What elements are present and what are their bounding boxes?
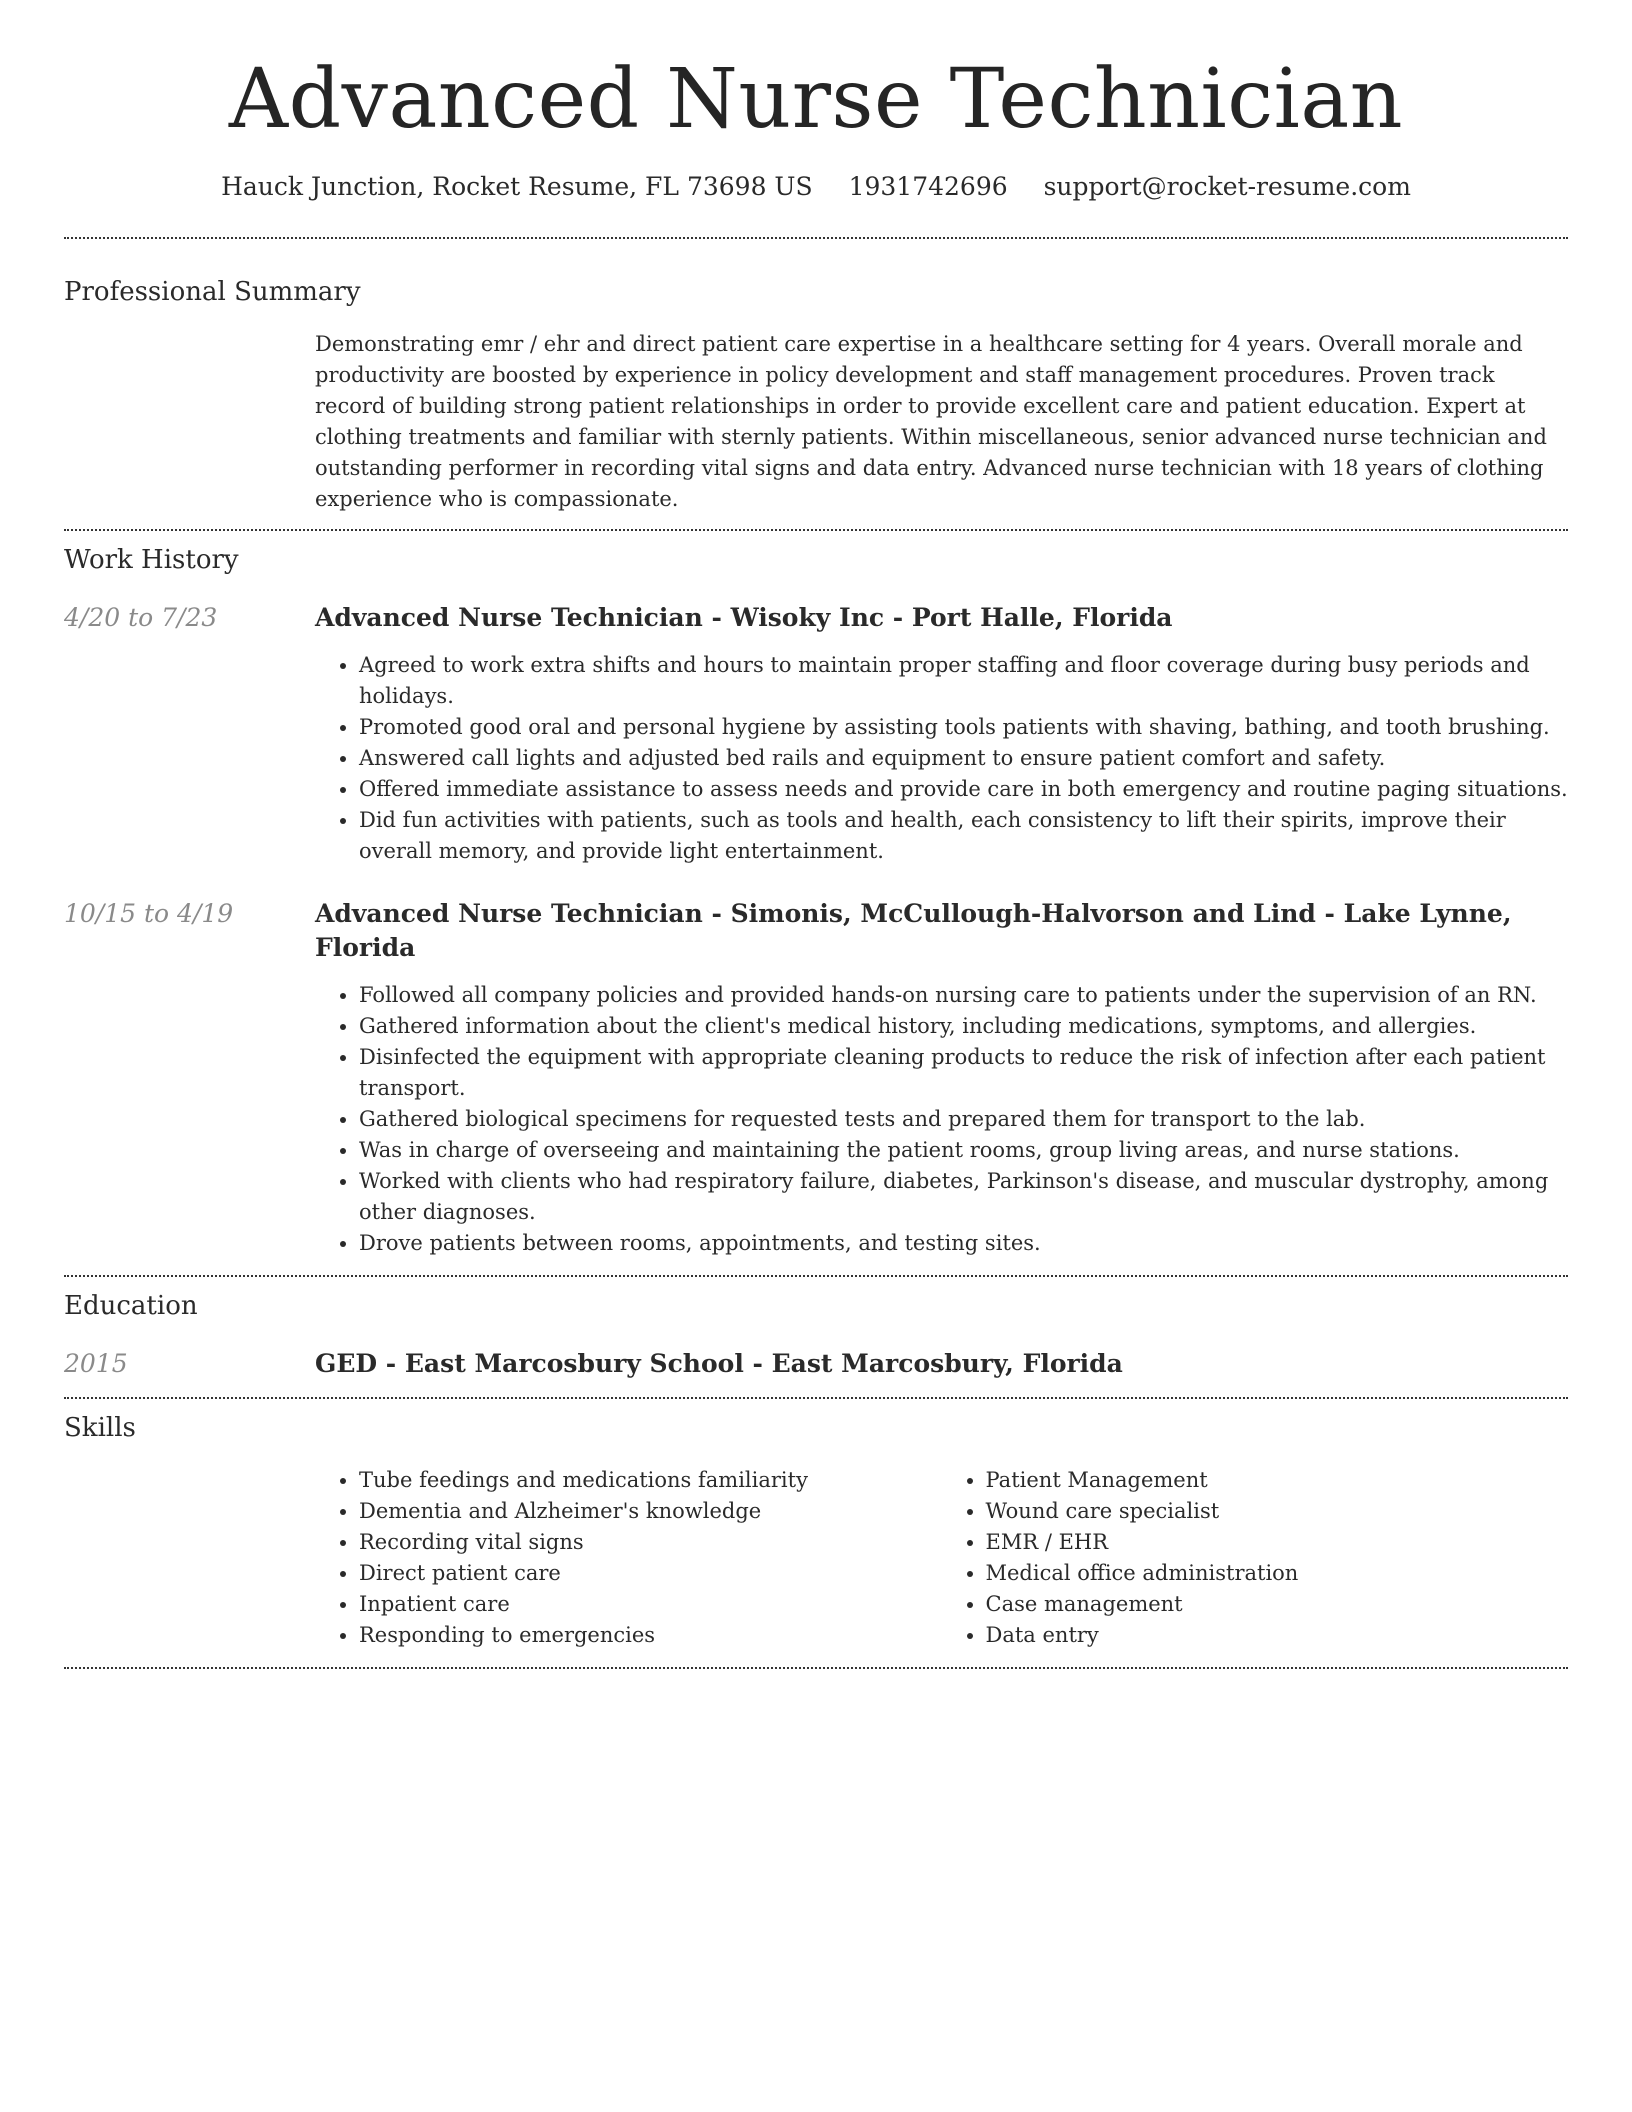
job-date: 4/20 to 7/23 — [64, 603, 218, 632]
skill-item: • Inpatient care — [359, 1589, 942, 1620]
education-entry — [64, 1347, 1568, 1381]
skill-item: • Tube feedings and medications familiarity — [359, 1465, 942, 1496]
skill-item: • Direct patient care — [359, 1558, 942, 1589]
job-bullets — [315, 650, 1568, 867]
education-section — [64, 1289, 1568, 1381]
divider — [64, 1275, 1568, 1277]
list-item: • Offered immediate assistance to assess needs and provide care in both emergency and routine paging situations. — [359, 774, 1568, 805]
skill-item: • Recording vital signs — [359, 1527, 942, 1558]
contact-email: support@rocket-resume.com — [1043, 172, 1411, 201]
list-item: • Agreed to work extra shifts and hours to maintain proper staffing and floor coverage during busy periods and holidays. — [359, 650, 1568, 712]
list-item: • Gathered biological specimens for requested tests and prepared them for transport to the lab. — [359, 1104, 1568, 1135]
list-item: • Was in charge of overseeing and maintaining the patient rooms, group living areas, and nurse stations. — [359, 1135, 1568, 1166]
skill-item: • EMR / EHR — [986, 1527, 1569, 1558]
list-item: • Disinfected the equipment with appropriate cleaning products to reduce the risk of infection after each patient transport. — [359, 1042, 1568, 1104]
list-item: • Answered call lights and adjusted bed rails and equipment to ensure patient comfort and safety. — [359, 743, 1568, 774]
job-bullets — [315, 980, 1568, 1259]
section-title-skills: Skills — [64, 1413, 136, 1443]
skills-list-right — [942, 1465, 1569, 1651]
job-entry — [64, 601, 1568, 867]
job-entry — [64, 897, 1568, 1259]
job-title: Advanced Nurse Technician - Simonis, McCullough-Halvorson and Lind - Lake Lynne, Florida — [315, 899, 1512, 962]
contact-address: Hauck Junction, Rocket Resume, FL 73698 US — [221, 172, 813, 201]
section-title-education: Education — [64, 1291, 198, 1321]
divider — [64, 529, 1568, 531]
list-item: • Promoted good oral and personal hygiene by assisting tools patients with shaving, bathing, and tooth brushing. — [359, 712, 1568, 743]
skill-item: • Dementia and Alzheimer's knowledge — [359, 1496, 942, 1527]
skill-item: • Wound care specialist — [986, 1496, 1569, 1527]
list-item: • Did fun activities with patients, such as tools and health, each consistency to lift their spirits, improve their overall memory, and provide light entertainment. — [359, 805, 1568, 867]
list-item: • Gathered information about the client's medical history, including medications, symptoms, and allergies. — [359, 1011, 1568, 1042]
education-date: 2015 — [64, 1349, 128, 1378]
resume-page — [64, 0, 1568, 1669]
contact-phone: 1931742696 — [848, 172, 1008, 201]
skill-item: • Data entry — [986, 1620, 1569, 1651]
skill-item: • Case management — [986, 1589, 1569, 1620]
work-section — [64, 543, 1568, 1259]
divider — [64, 237, 1568, 239]
list-item: • Drove patients between rooms, appointments, and testing sites. — [359, 1228, 1568, 1259]
summary-section — [64, 275, 1568, 515]
skill-item: • Responding to emergencies — [359, 1620, 942, 1651]
divider — [64, 1667, 1568, 1669]
section-title-work: Work History — [64, 545, 239, 575]
contact-line — [64, 170, 1568, 204]
summary-text: Demonstrating emr / ehr and direct patient care expertise in a healthcare setting for 4 years. Overall morale and productivity are boosted by experience in policy development and staff management procedures. Proven track record of building strong patient relationships in order to provide excellent care and patient education. Expert at clothing treatments and familiar with sternly patients. Within miscellaneous, senior advanced nurse technician and outstanding performer in recording vital signs and data entry. Advanced nurse technician with 18 years of clothing experience who is compassionate. — [315, 332, 1547, 511]
education-title: GED - East Marcosbury School - East Marcosbury, Florida — [315, 1349, 1123, 1378]
list-item: • Followed all company policies and provided hands-on nursing care to patients under the supervision of an RN. — [359, 980, 1568, 1011]
resume-name: Advanced Nurse Technician — [228, 52, 1404, 147]
skills-list-left — [315, 1465, 942, 1651]
skill-item: • Patient Management — [986, 1465, 1569, 1496]
section-title-summary: Professional Summary — [64, 277, 361, 307]
skill-item: • Medical office administration — [986, 1558, 1569, 1589]
job-title: Advanced Nurse Technician - Wisoky Inc - Port Halle, Florida — [315, 603, 1173, 632]
skills-section — [64, 1411, 1568, 1651]
job-date: 10/15 to 4/19 — [64, 899, 234, 928]
list-item: • Worked with clients who had respiratory failure, diabetes, Parkinson's disease, and muscular dystrophy, among other diagnoses. — [359, 1166, 1568, 1228]
divider — [64, 1397, 1568, 1399]
